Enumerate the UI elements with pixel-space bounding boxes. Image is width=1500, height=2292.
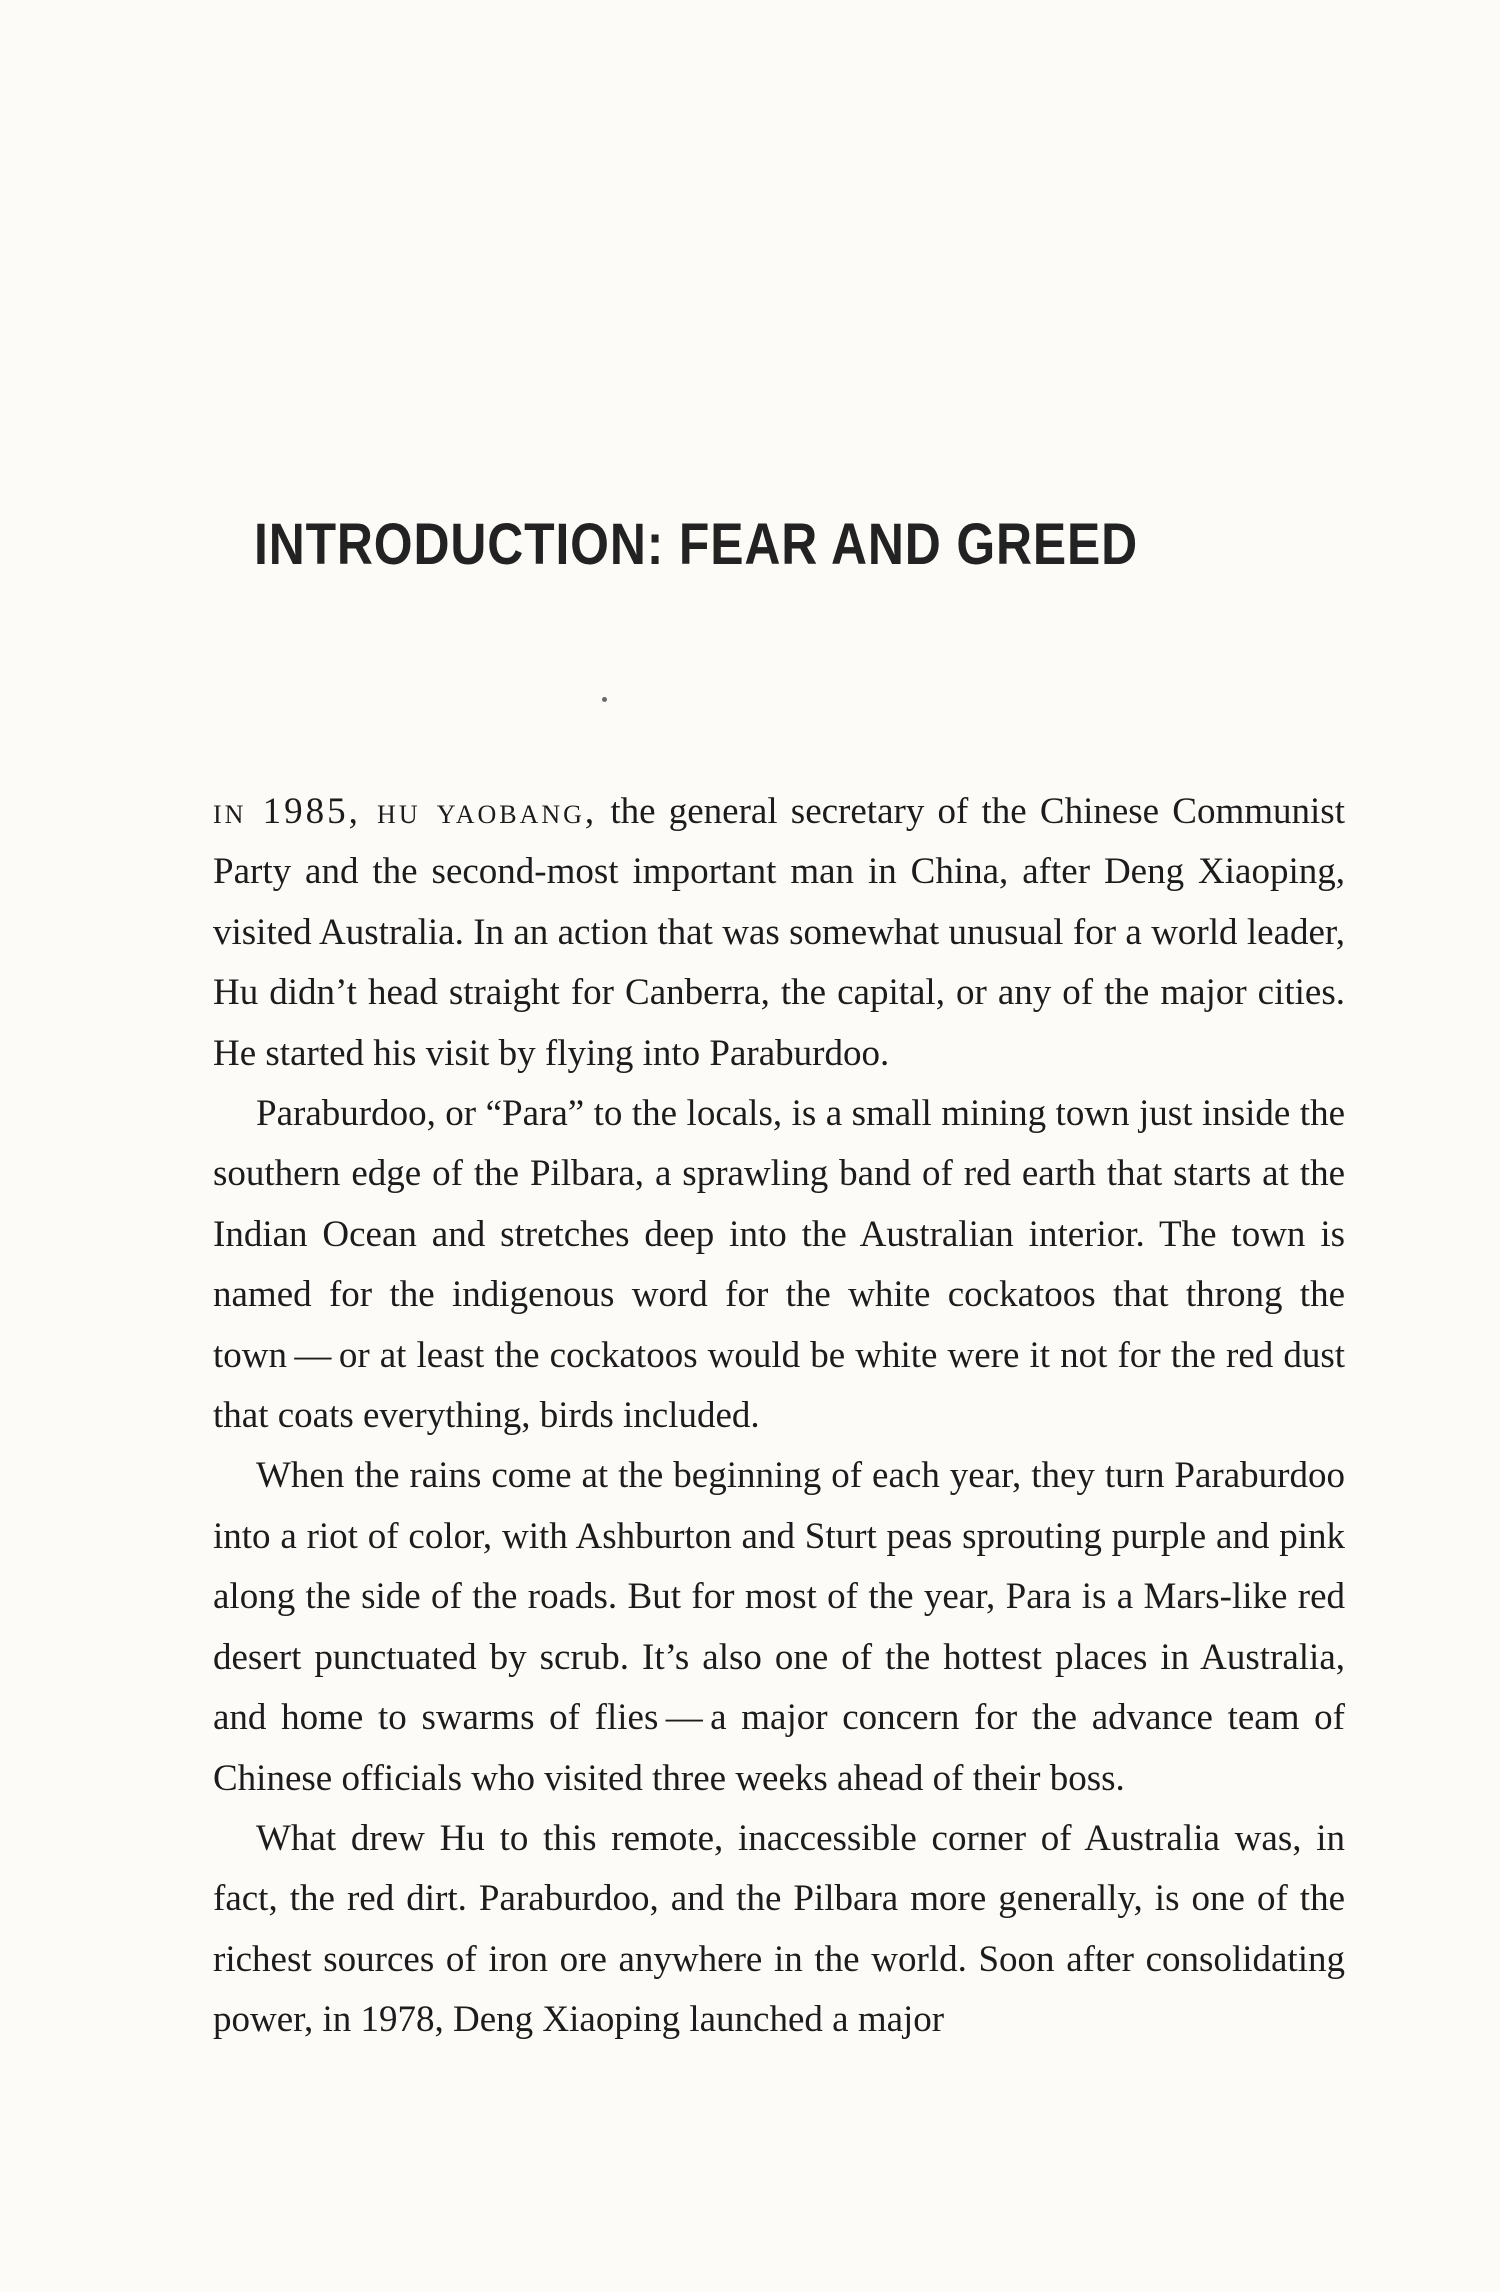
opening-small-caps: in 1985, hu yaobang, <box>213 791 598 832</box>
chapter-title: INTRODUCTION: FEAR AND GREED <box>254 512 1139 577</box>
body-text <box>213 782 1345 2051</box>
paragraph-1 <box>213 782 1345 1084</box>
paragraph-1-text: the general secretary of the Chinese Communist Party and the second-most important man in China, after Deng Xiaoping, visited Australia. In an action that was somewhat unusual for a world leader, Hu didn’t head straight for Canberra, the capital, or any of the major cities. He started his visit by flying into Paraburdoo. <box>213 791 1345 1074</box>
paragraph-2: Paraburdoo, or “Para” to the locals, is a small mining town just inside the southern edge of the Pilbara, a sprawling band of red earth that starts at the Indian Ocean and stretches deep into the Australian interior. The town is named for the indigenous word for the white cockatoos that throng the town — or at least the cockatoos would be white were it not for the red dust that coats everything, birds included. <box>213 1093 1345 1437</box>
paragraph-4: What drew Hu to this remote, inaccessible corner of Australia was, in fact, the red dirt. Paraburdoo, and the Pilbara more generally, is one of the richest sources of iron ore anywhere in the world. Soon after consolidating power, in 1978, Deng Xiaoping launched a major <box>213 1817 1345 2041</box>
ornament-dot <box>602 697 607 702</box>
paragraph-3: When the rains come at the beginning of each year, they turn Paraburdoo into a riot of color, with Ashburton and Sturt peas sprouting purple and pink along the side of the roads. But for most of the year, Para is a Mars-like red desert punctuated by scrub. It’s also one of the hottest places in Australia, and home to swarms of flies — a major concern for the advance team of Chinese officials who visited three weeks ahead of their boss. <box>213 1455 1345 1799</box>
